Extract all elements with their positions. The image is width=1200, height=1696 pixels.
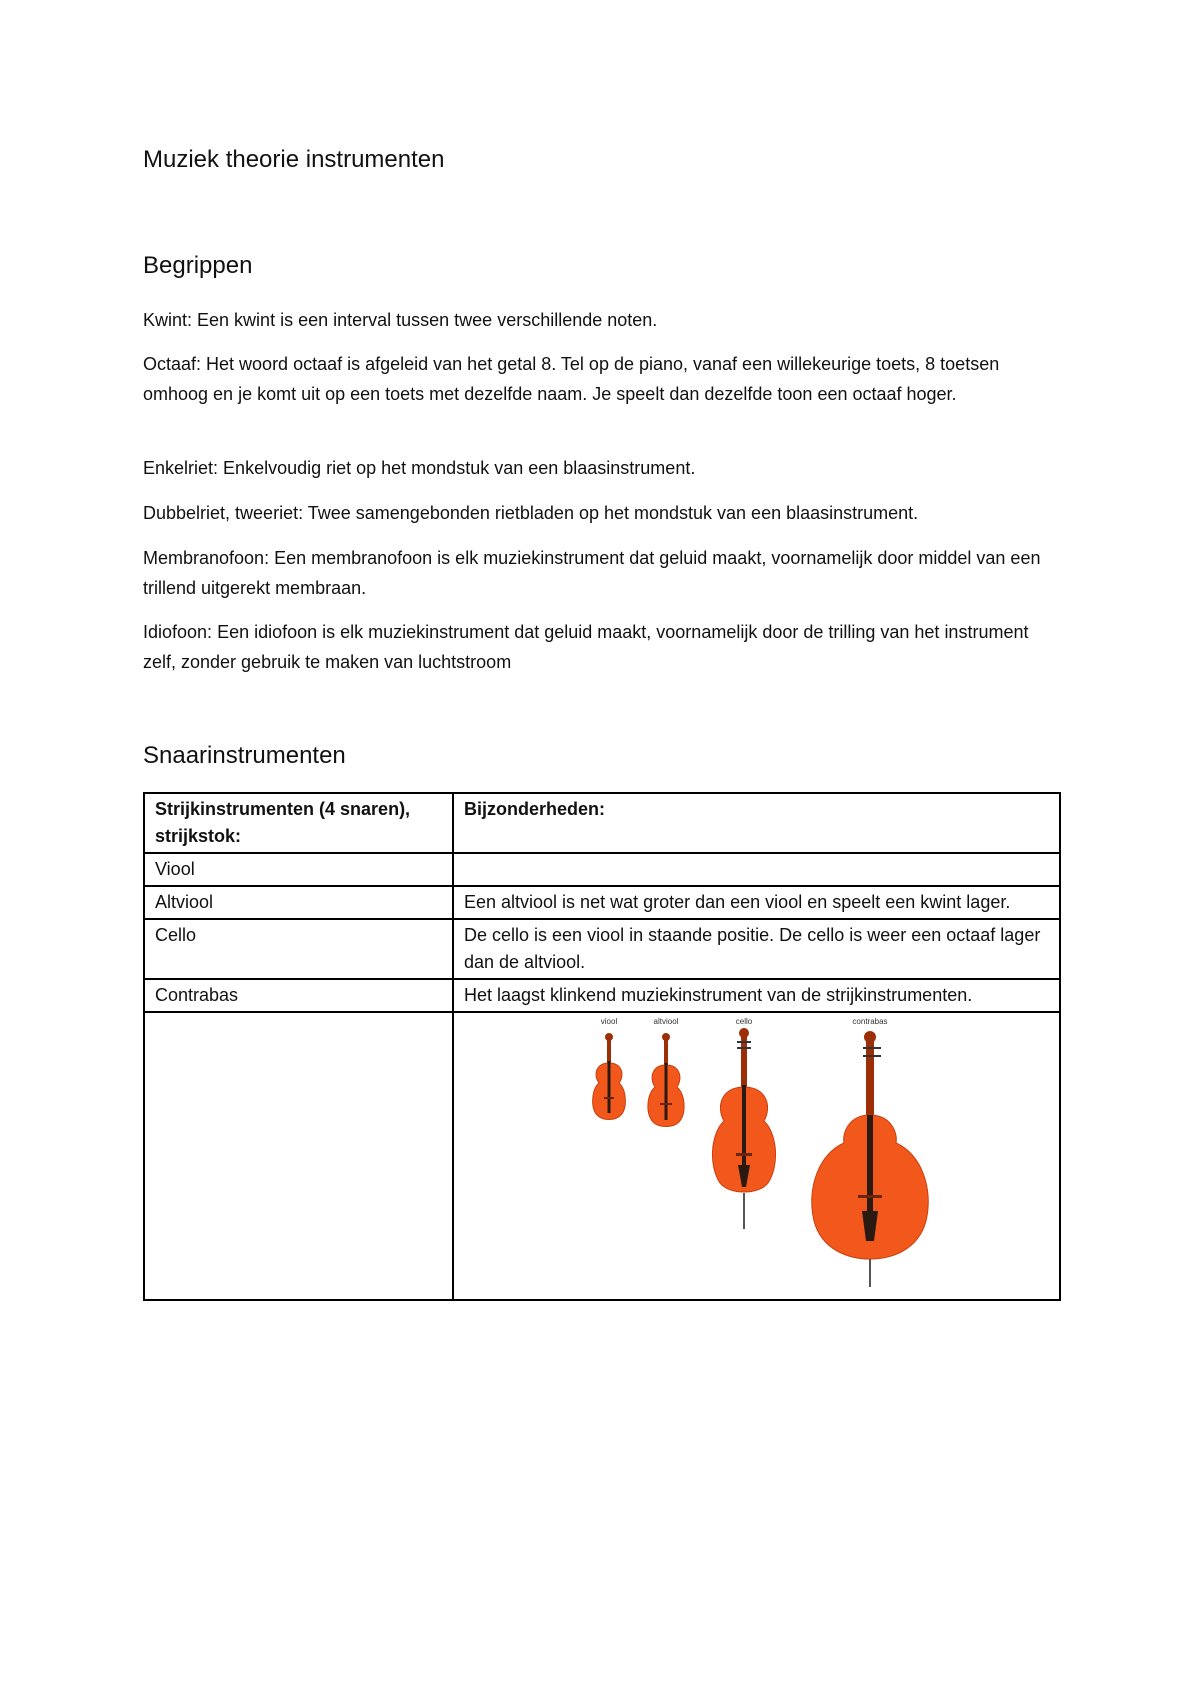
definition-text: Het woord octaaf is afgeleid van het getal 8. Tel op de piano, vanaf een willekeurige toets, 8 toetsen omhoog en je komt uit op een toets met dezelfde naam. Je speelt dan dezelfde toon een octaaf hoger. (143, 354, 1000, 404)
table-row (144, 886, 1060, 919)
definition-text: Een membranofoon is elk muziekinstrument dat geluid maakt, voornamelijk door middel van een trillend uitgerekt membraan. (143, 548, 1041, 598)
definition-term: Enkelriet: (143, 458, 219, 478)
table-cell-details: De cello is een viool in staande positie. De cello is weer een octaaf lager dan de altviool. (453, 919, 1060, 979)
viola-image (648, 1033, 684, 1127)
table-cell-details: Een altviool is net wat groter dan een viool en speelt een kwint lager. (453, 886, 1060, 919)
definition-text: Twee samengebonden rietbladen op het mondstuk van een blaasinstrument. (303, 503, 919, 523)
figure-label-altviool: altviool (653, 1017, 679, 1026)
definition-octaaf (143, 349, 1063, 409)
string-instruments-illustration (574, 1015, 1034, 1293)
definition-text: Enkelvoudig riet op het mondstuk van een blaasinstrument. (218, 458, 696, 478)
definition-membranofoon (143, 543, 1063, 603)
definition-idiofoon (143, 617, 1063, 677)
section-heading-begrippen: Begrippen (143, 252, 253, 279)
table-cell-details (453, 853, 1060, 886)
table-cell-figure (453, 1012, 1060, 1300)
table-row (144, 979, 1060, 1012)
instruments-table (143, 792, 1061, 1301)
table-cell-instrument: Viool (144, 853, 453, 886)
table-cell-instrument: Cello (144, 919, 453, 979)
table-cell-details: Het laagst klinkend muziekinstrument van de strijkinstrumenten. (453, 979, 1060, 1012)
definition-term: Membranofoon: (143, 548, 270, 568)
definition-term: Octaaf: (143, 354, 202, 374)
definition-enkelriet (143, 453, 1063, 483)
definition-text: Een idiofoon is elk muziekinstrument dat geluid maakt, voornamelijk door de trilling van het instrument zelf, zonder gebruik te maken van luchtstroom (143, 622, 1029, 672)
violin-image (593, 1033, 626, 1120)
definition-term: Idiofoon: (143, 622, 213, 642)
definition-text: Een kwint is een interval tussen twee verschillende noten. (192, 310, 658, 330)
table-cell-instrument: Altviool (144, 886, 453, 919)
definition-kwint (143, 305, 1063, 335)
table-header-row (144, 793, 1060, 853)
table-cell-empty (144, 1012, 453, 1300)
definition-dubbelriet (143, 498, 1063, 528)
table-row (144, 853, 1060, 886)
table-header-cell: Strijkinstrumenten (4 snaren), strijkstok: (144, 793, 453, 853)
definition-term: Dubbelriet, tweeriet: (143, 503, 304, 523)
table-row (144, 919, 1060, 979)
figure-label-viool: viool (600, 1017, 618, 1026)
figure-label-cello: cello (735, 1017, 753, 1026)
cello-image (712, 1028, 775, 1229)
table-header-cell: Bijzonderheden: (453, 793, 1060, 853)
definition-term: Kwint: (143, 310, 193, 330)
double-bass-image (812, 1031, 929, 1287)
page-title: Muziek theorie instrumenten (143, 146, 445, 173)
table-cell-instrument: Contrabas (144, 979, 453, 1012)
figure-label-contrabas: contrabas (852, 1017, 888, 1026)
section-heading-snaarinstrumenten: Snaarinstrumenten (143, 742, 346, 769)
table-row-figure (144, 1012, 1060, 1300)
